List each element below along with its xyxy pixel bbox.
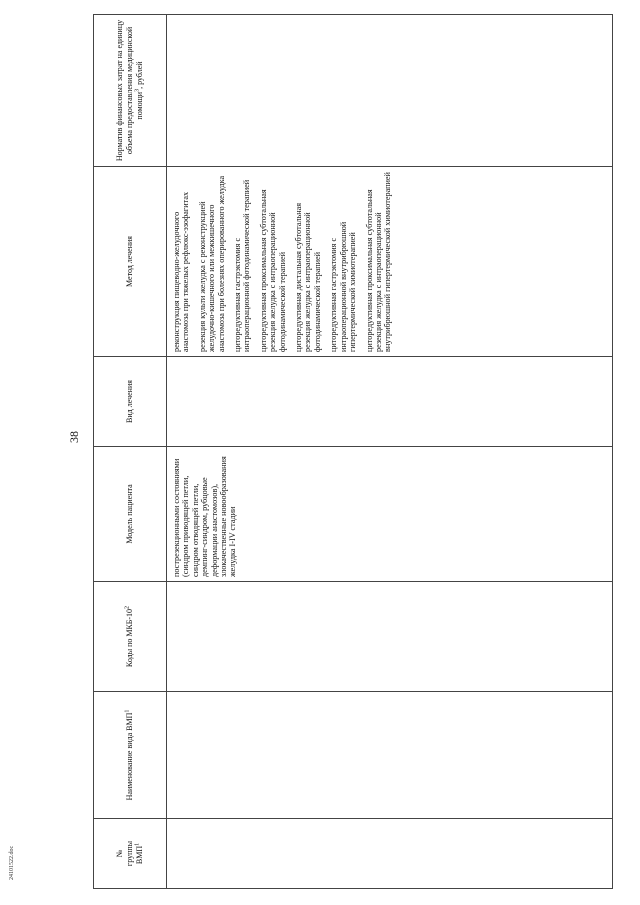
table-row [167, 15, 613, 889]
header-row [94, 15, 167, 889]
cell-treatment-method [167, 167, 613, 357]
footnote-marker: 3 [134, 88, 141, 92]
cell-vmp-name [167, 692, 613, 819]
table-sheet [93, 15, 613, 889]
header-group-number-line1: № [115, 849, 124, 858]
header-group-number [94, 819, 167, 889]
header-patient-model [94, 447, 167, 582]
header-patient-model-label: Модель пациента [125, 484, 134, 544]
footnote-marker: 1 [134, 842, 141, 846]
header-vmp-name [94, 692, 167, 819]
treatment-method-item: резекция культи желудка с реконструкцией желудочно-кишечного или межкишечного анастомоза при болезнях оперированного желудка [197, 175, 226, 352]
treatment-method-item: реконструкция пищеводно-желудочного анастомоза при тяжелых рефлюкс-эзофагитах [172, 191, 191, 352]
header-treatment-type [94, 357, 167, 447]
footnote-marker: 1 [124, 709, 131, 713]
cell-cost-standard [167, 15, 613, 167]
treatment-method-item: циторедуктивная проксимальная субтотальная резекция желудка с интраоперационной внутрибрюшной гипертермической химиотерапией [364, 172, 393, 352]
cell-patient-model [167, 447, 613, 582]
cell-group-number [167, 819, 613, 889]
treatment-method-item: циторедуктивная гастрэктомия с интраоперационной внутрибрюшной гипертермической химиотерапией [329, 221, 358, 352]
treatment-method-list [167, 167, 397, 356]
header-treatment-method-label: Метод лечения [125, 236, 134, 287]
header-treatment-method [94, 167, 167, 357]
rotated-table-container [93, 15, 613, 889]
footnote-marker: 2 [124, 605, 131, 609]
page-number: 38 [67, 431, 81, 443]
header-icd-codes [94, 582, 167, 692]
header-icd-codes-label: Коды по МКБ-10 [125, 608, 134, 668]
vmp-table [93, 14, 613, 889]
document-filename: 24101522.doc [9, 845, 15, 880]
header-cost-standard-label: Норматив финансовых затрат на единицу объема предоставления медицинской помощи [115, 19, 144, 162]
treatment-method-item: циторедуктивная проксимальная субтотальная резекция желудка с интраоперационной фотодинамической терапией [258, 189, 287, 352]
header-cost-standard-unit: , рублей [135, 61, 144, 89]
cell-treatment-type [167, 357, 613, 447]
treatment-method-item: циторедуктивная гастрэктомия с интраоперационной фотодинамической терапией [233, 179, 252, 352]
patient-model-text: пострезекционными состояниями (синдром приводящей петли, синдром отводящей петли, демпинг-синдром, рубцовые деформации анастомозов), злокачественные новообразования желудка I-IV стадии [172, 456, 238, 577]
header-group-number-line2: группы [125, 840, 134, 867]
header-group-number-line3: ВМП [135, 845, 144, 865]
header-cost-standard [94, 15, 167, 167]
treatment-method-item: циторедуктивная дистальная субтотальная резекция желудка с интраоперационной фотодинамической терапией [294, 202, 322, 352]
header-vmp-name-label: Наименование вида ВМП [125, 712, 134, 801]
cell-icd-codes [167, 582, 613, 692]
header-treatment-type-label: Вид лечения [125, 380, 134, 423]
